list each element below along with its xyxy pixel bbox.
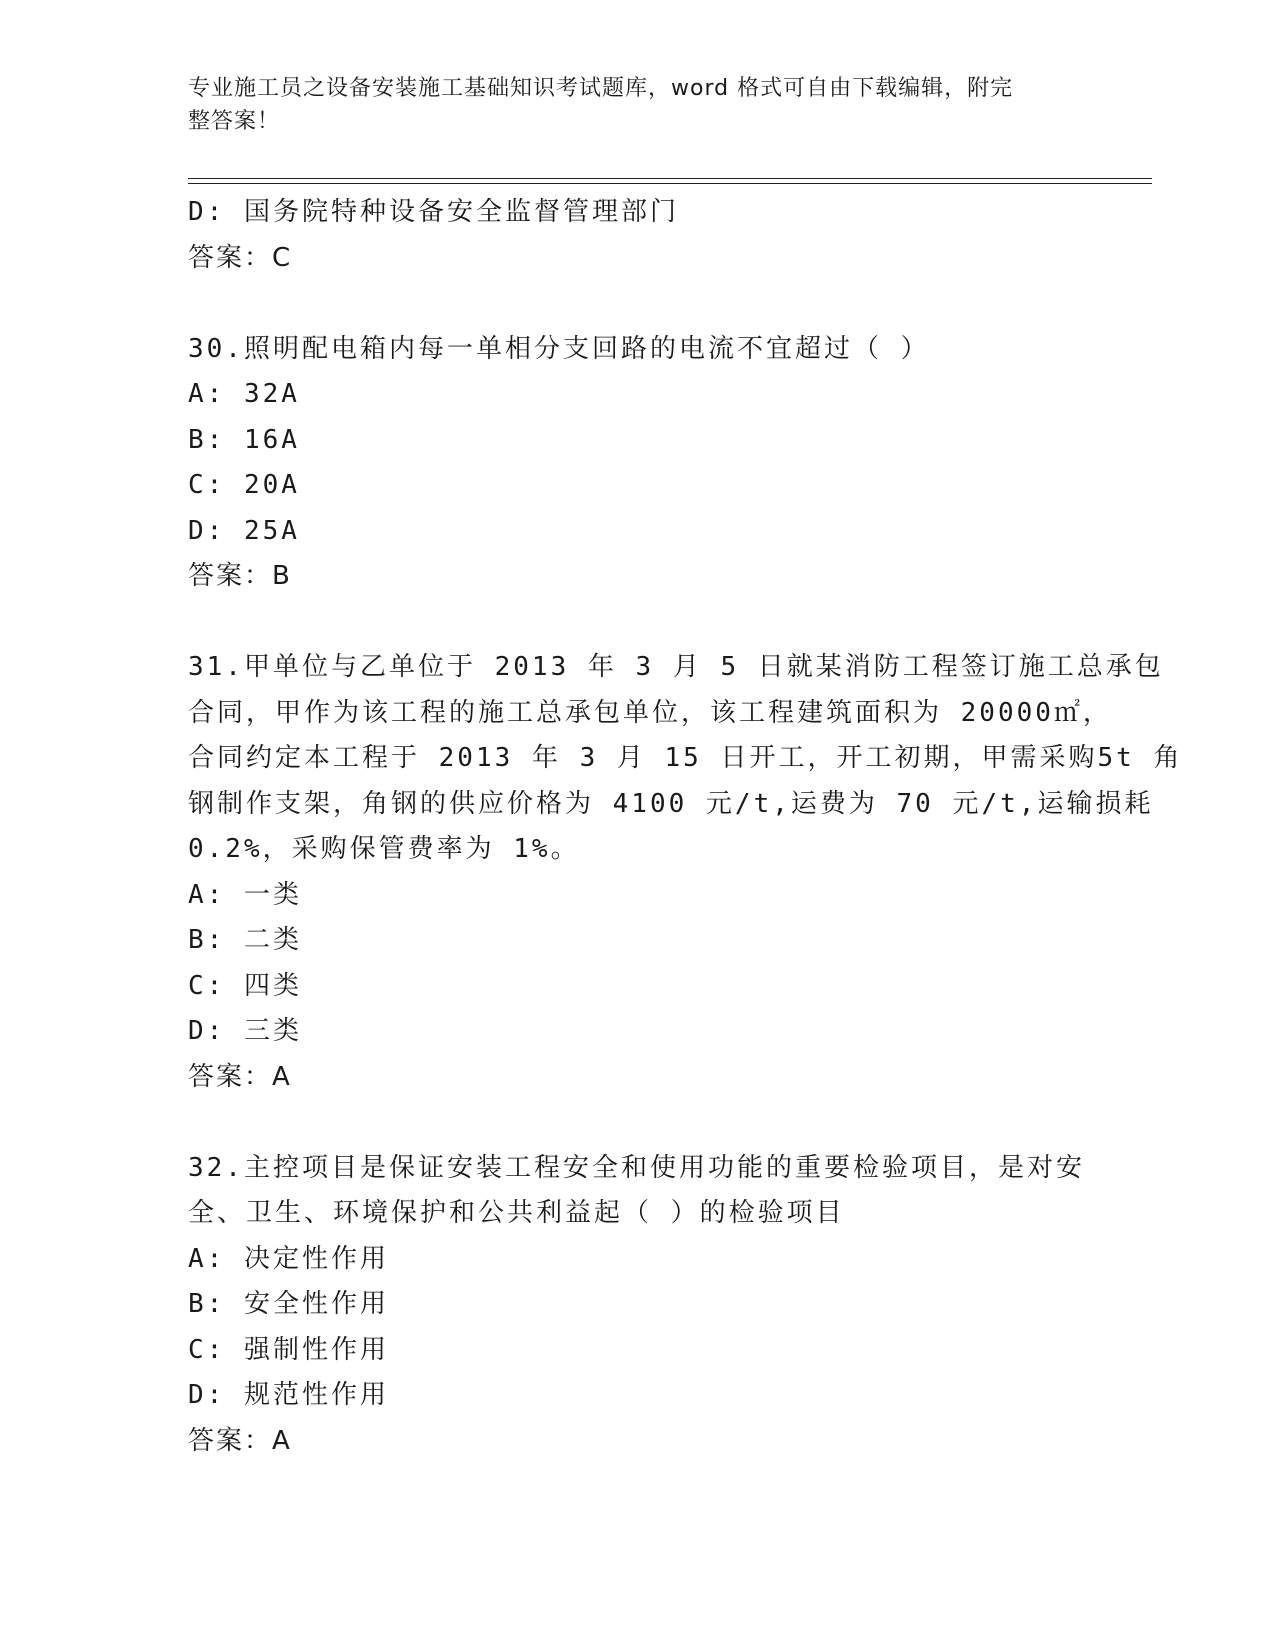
question-spacer [188, 281, 1088, 327]
option-b: B: 二类 [188, 925, 302, 955]
answer-line: 答案：A [188, 1425, 292, 1456]
option-d: D: 三类 [188, 1016, 302, 1046]
question-stem-line: 合同，甲作为该工程的施工总承包单位，该工程建筑面积为 20000㎡， [188, 697, 1112, 728]
question-block-32 [188, 1146, 1088, 1465]
option-d: D: 国务院特种设备安全监督管理部门 [188, 197, 679, 227]
option-a: A: 32A [188, 379, 300, 409]
question-stem-line: 32.主控项目是保证安装工程安全和使用功能的重要检验项目，是对安 [188, 1152, 1085, 1183]
question-stem-line: 30.照明配电箱内每一单相分支回路的电流不宜超过（ ） [188, 333, 930, 364]
question-spacer [188, 1100, 1088, 1146]
option-c: C: 强制性作用 [188, 1334, 389, 1365]
option-b: B: 16A [188, 424, 300, 455]
answer-line: 答案：B [188, 561, 292, 591]
question-stem-line: 31.甲单位与乙单位于 2013 年 3 月 5 日就某消防工程签订施工总承包 [188, 652, 1164, 682]
header-line-2: 整答案！ [188, 109, 281, 134]
header-line-1: 专业施工员之设备安装施工基础知识考试题库，word 格式可自由下载编辑，附完 [188, 76, 1014, 101]
question-stem-line: 全、卫生、环境保护和公共利益起（ ）的检验项目 [188, 1198, 845, 1228]
option-a: A: 一类 [188, 879, 302, 910]
option-c: C: 四类 [188, 970, 302, 1001]
question-stem-line: 钢制作支架，角钢的供应价格为 4100 元/t,运费为 70 元/t,运输损耗 [188, 788, 1154, 819]
question-block-30 [188, 327, 1088, 600]
answer-line: 答案：A [188, 1061, 292, 1092]
question-block-31 [188, 645, 1183, 1100]
option-d: D: 规范性作用 [188, 1380, 389, 1410]
option-b: B: 安全性作用 [188, 1289, 389, 1319]
option-d: D: 25A [188, 515, 300, 546]
header-divider-top [188, 178, 1152, 179]
answer-line: 答案：C [188, 242, 293, 273]
option-a: A: 决定性作用 [188, 1243, 389, 1274]
question-block-prev [188, 190, 1088, 281]
document-header [188, 72, 1068, 138]
option-c: C: 20A [188, 470, 300, 500]
question-stem-line: 0.2%，采购保管费率为 1%。 [188, 834, 580, 864]
question-stem-line: 合同约定本工程于 2013 年 3 月 15 日开工，开工初期，甲需采购5t 角 [188, 743, 1183, 773]
question-spacer [188, 600, 1088, 646]
question-list [188, 190, 1183, 1464]
header-divider-bottom [188, 183, 1152, 184]
